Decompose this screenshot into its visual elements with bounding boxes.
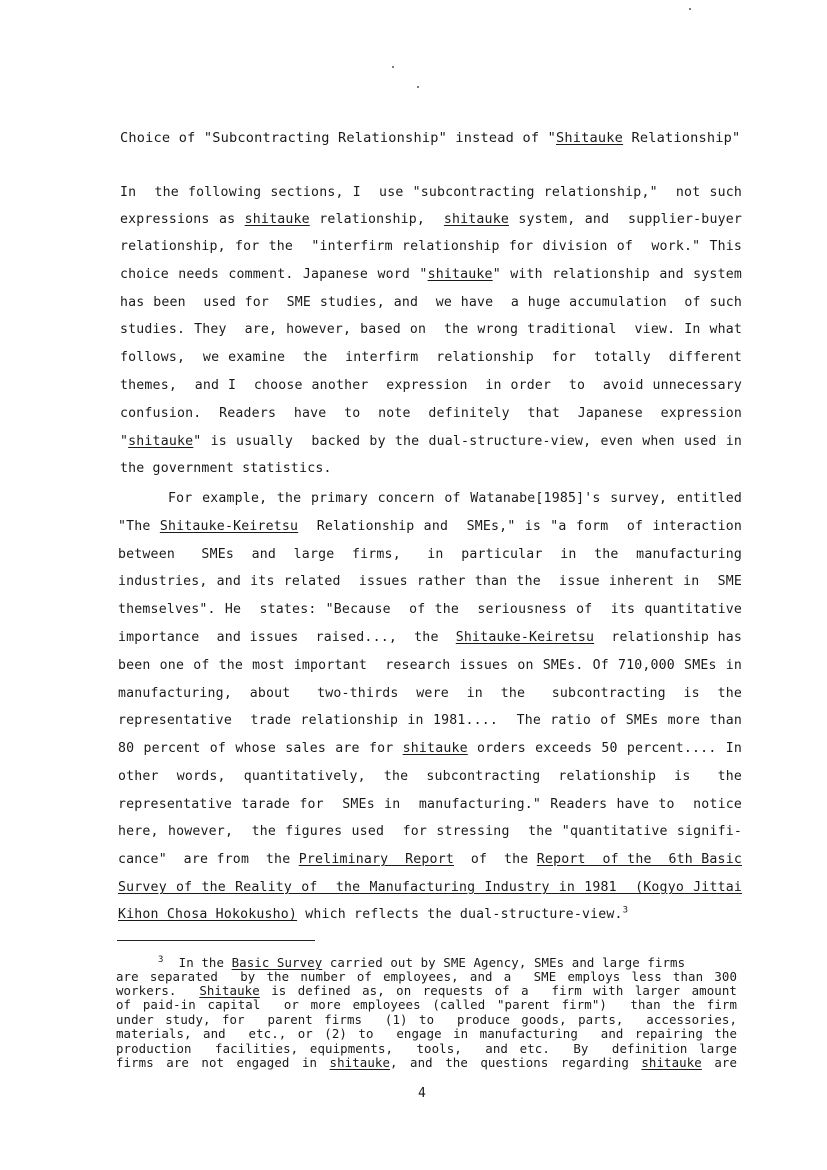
page-number: 4 xyxy=(418,1086,426,1101)
text-line: has been used for SME studies, and we have a huge accumulation of such xyxy=(120,295,742,310)
text-line: Survey of the Reality of the Manufacturing Industry in 1981 (Kogyo Jittai xyxy=(118,880,742,895)
text-line: other words, quantitatively, the subcontracting relationship is the xyxy=(118,769,742,784)
text-line: themes, and I choose another expression in order to avoid unnecessary xyxy=(120,378,742,393)
text-line: In the following sections, I use "subcontracting relationship," not such xyxy=(120,185,742,200)
text-line: themselves". He states: "Because of the seriousness of its quantitative xyxy=(118,602,742,617)
text-line: representative tarade for SMEs in manufacturing." Readers have to notice xyxy=(118,797,742,812)
section-heading: Choice of "Subcontracting Relationship" instead of "Shitauke Relationship" xyxy=(120,130,741,146)
scan-speck xyxy=(392,66,394,68)
text-line: expressions as shitauke relationship, shitauke system, and supplier-buyer xyxy=(120,212,743,227)
footnote-divider xyxy=(117,940,315,941)
footnote-line: firms are not engaged in shitauke, and the questions regarding shitauke are xyxy=(116,1055,738,1070)
footnote-line: workers. Shitauke is defined as, on requests of a firm with larger amount xyxy=(116,983,737,998)
footnote-line: $^3$ In the Basic Survey carried out by SME Agency, SMEs and large firms xyxy=(158,954,686,970)
text-line: cance" are from the Preliminary Report of the Report of the 6th Basic xyxy=(118,852,742,867)
footnote-line: are separated by the number of employees, and a SME employs less than 300 xyxy=(116,969,737,984)
footnote-line: of paid-in capital or more employees (called "parent firm") than the firm xyxy=(116,997,737,1012)
text-line: the government statistics. xyxy=(120,461,332,476)
text-line: here, however, the figures used for stressing the "quantitative signifi- xyxy=(118,824,742,839)
text-line: Kihon Chosa Hokokusho) which reflects the dual-structure-view.$^3$ xyxy=(118,905,629,922)
footnote-line: under study, for parent firms (1) to produce goods, parts, accessories, xyxy=(116,1012,737,1027)
text-line: "The Shitauke-Keiretsu Relationship and SMEs," is "a form of interaction xyxy=(118,519,742,534)
text-line: studies. They are, however, based on the wrong traditional view. In what xyxy=(120,322,742,337)
text-line: follows, we examine the interfirm relationship for totally different xyxy=(120,350,742,365)
text-line: importance and issues raised..., the Shitauke-Keiretsu relationship has xyxy=(118,630,742,645)
scan-speck xyxy=(689,8,691,10)
text-line: relationship, for the "interfirm relationship for division of work." This xyxy=(120,239,742,254)
text-line: choice needs comment. Japanese word "shitauke" with relationship and system xyxy=(120,267,742,282)
text-line: 80 percent of whose sales are for shitauke orders exceeds 50 percent.... In xyxy=(118,741,743,756)
text-line: industries, and its related issues rather than the issue inherent in SME xyxy=(118,574,742,589)
text-line: manufacturing, about two-thirds were in the subcontracting is the xyxy=(118,686,742,701)
text-line: For example, the primary concern of Watanabe[1985]'s survey, entitled xyxy=(168,491,742,506)
text-line: between SMEs and large firms, in particular in the manufacturing xyxy=(118,547,742,562)
footnote-marker: 3 xyxy=(622,905,629,916)
text-line: been one of the most important research issues on SMEs. Of 710,000 SMEs in xyxy=(118,658,742,673)
footnote-line: materials, and etc., or (2) to engage in manufacturing and repairing the xyxy=(116,1026,737,1041)
footnote-line: production facilities, equipments, tools, and etc. By definition large xyxy=(116,1041,737,1056)
scan-speck xyxy=(417,86,419,88)
text-line: confusion. Readers have to note definitely that Japanese expression xyxy=(120,406,742,421)
text-line: representative trade relationship in 1981.... The ratio of SMEs more than xyxy=(118,713,742,728)
text-line: "shitauke" is usually backed by the dual-structure-view, even when used in xyxy=(120,434,742,449)
